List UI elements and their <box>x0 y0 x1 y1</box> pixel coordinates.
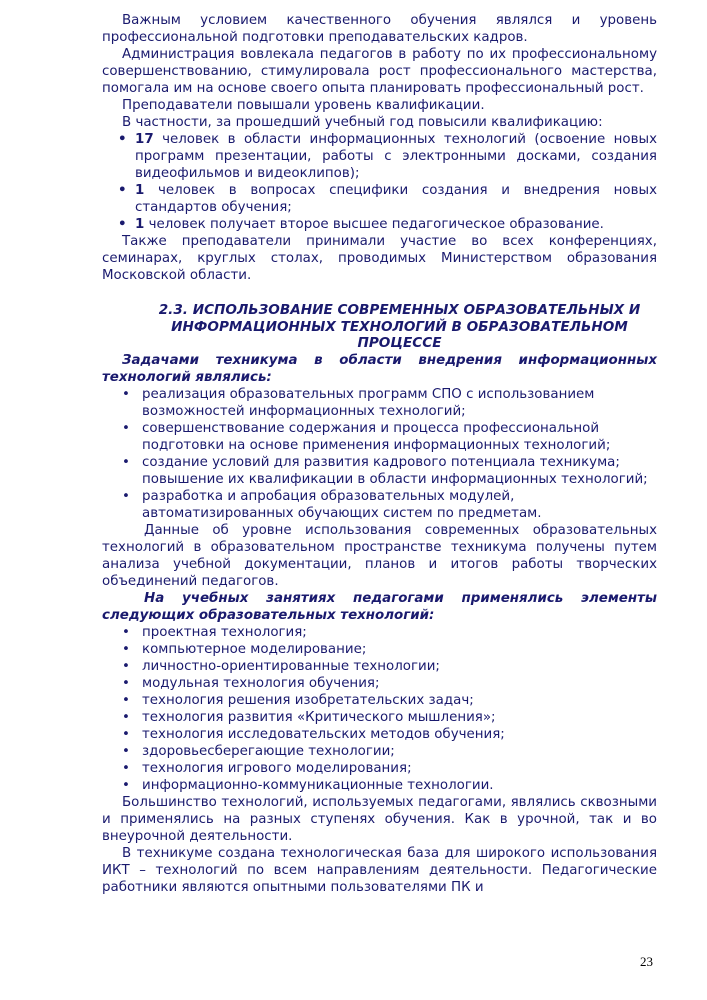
paragraph-majority: Большинство технологий, используемых педагогами, являлись сквозными и применялись на разных ступенях обучения. Как в урочной, так и во внеурочной деятельности. <box>102 794 657 844</box>
list-item: • здоровьесберегающие технологии; <box>102 743 657 760</box>
qualification-list <box>102 131 657 233</box>
list-item: • совершенствование содержания и процесса профессиональной подготовки на основе применения информационных технологий; <box>102 420 657 454</box>
page-number: 23 <box>640 954 653 969</box>
list-item: • разработка и апробация образовательных модулей, автоматизированных обучающих систем по предметам. <box>102 488 657 522</box>
technologies-subheading: На учебных занятиях педагогами применялись элементы следующих образовательных технологий: <box>102 590 657 623</box>
list-item: • компьютерное моделирование; <box>102 641 657 658</box>
document-page <box>102 12 657 896</box>
list-item <box>102 131 657 182</box>
list-item-text: человек в области информационных технологий (освоение новых программ презентации, работы с электронными досками, создания видеофильмов и видеоклипов); <box>135 132 657 181</box>
list-item: • технология развития «Критического мышления»; <box>102 709 657 726</box>
count-number: 1 <box>135 217 145 232</box>
list-item-text: человек получает второе высшее педагогическое образование. <box>144 217 604 232</box>
paragraph-qualification-condition: Важным условием качественного обучения являлся и уровень профессиональной подготовки преподавательских кадров. <box>102 13 657 45</box>
paragraph-teachers-qualification: Преподаватели повышали уровень квалификации. <box>122 98 485 113</box>
section-heading: 2.3. ИСПОЛЬЗОВАНИЕ СОВРЕМЕННЫХ ОБРАЗОВАТЕЛЬНЫХ И ИНФОРМАЦИОННЫХ ТЕХНОЛОГИЙ В ОБРАЗОВАТЕЛЬНОМ ПРОЦЕССЕ <box>158 302 641 351</box>
count-number: 1 <box>135 183 145 198</box>
count-number: 17 <box>135 132 154 147</box>
list-item-text: человек в вопросах специфики создания и внедрения новых стандартов обучения; <box>135 183 657 215</box>
list-item: • технология исследовательских методов обучения; <box>102 726 657 743</box>
paragraph-conferences: Также преподаватели принимали участие во всех конференциях, семинарах, круглых столах, проводимых Министерством образования Московской области. <box>102 234 657 283</box>
list-item <box>102 216 657 233</box>
list-item: • проектная технология; <box>102 624 657 641</box>
paragraph-data-analysis: Данные об уровне использования современных образовательных технологий в образовательном пространстве техникума получены путем анализа учебной документации, планов и итогов работы творческих объединений педагогов. <box>102 522 657 589</box>
list-item: • модульная технология обучения; <box>102 675 657 692</box>
tasks-list <box>102 386 657 522</box>
paragraph-in-particular: В частности, за прошедший учебный год повысили квалификацию: <box>122 115 603 130</box>
list-item <box>102 182 657 216</box>
paragraph-administration: Администрация вовлекала педагогов в работу по их профессиональному совершенствованию, стимулировала рост профессионального мастерства, помогала им на основе своего опыта планировать профессиональный рост. <box>102 47 657 96</box>
list-item: • технология решения изобретательских задач; <box>102 692 657 709</box>
technologies-list <box>102 624 657 794</box>
list-item: • технология игрового моделирования; <box>102 760 657 777</box>
list-item: • реализация образовательных программ СПО с использованием возможностей информационных технологий; <box>102 386 657 420</box>
list-item: • создание условий для развития кадрового потенциала техникума; повышение их квалификации в области информационных технологий; <box>102 454 657 488</box>
tasks-subheading: Задачами техникума в области внедрения информационных технологий являлись: <box>102 352 657 385</box>
list-item: • личностно-ориентированные технологии; <box>102 658 657 675</box>
paragraph-technology-base: В техникуме создана технологическая база для широкого использования ИКТ – технологий по всем направлениям деятельности. Педагогические работники являются опытными пользователями ПК и <box>102 845 657 895</box>
list-item: • информационно-коммуникационные технологии. <box>102 777 657 794</box>
